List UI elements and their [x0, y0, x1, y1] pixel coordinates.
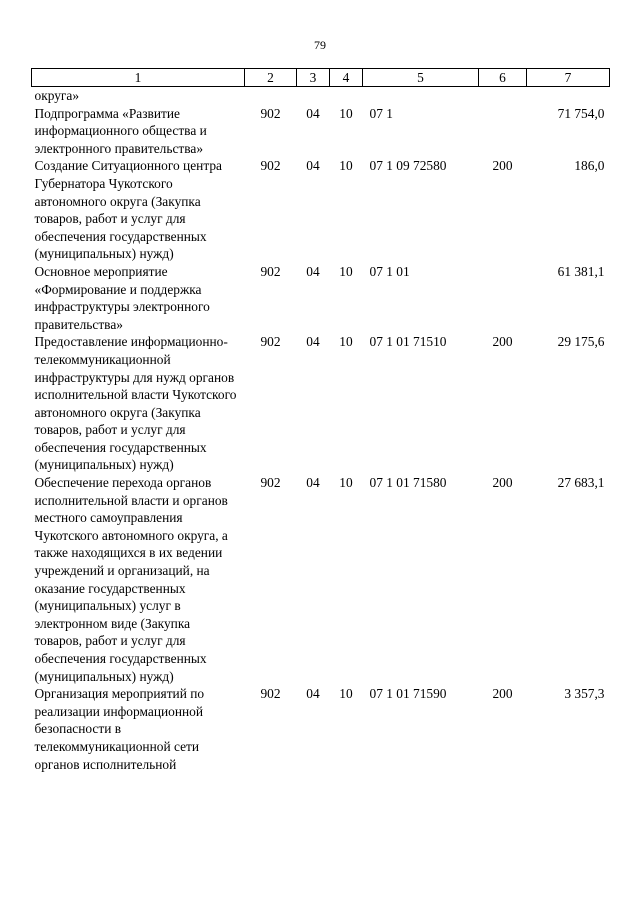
row-rz: 04 [306, 475, 320, 491]
row-grbs: 902 [260, 686, 281, 702]
row-csr [363, 87, 479, 105]
row-csr: 07 1 09 72580 [369, 158, 447, 174]
row-name: Организация мероприятий по реализации информационной безопасности в телекоммуникационной сети органов исполнительной [34, 686, 205, 772]
header-row [32, 69, 610, 87]
row-csr: 07 1 01 71510 [369, 334, 447, 350]
table-row [32, 87, 610, 105]
table-row [32, 333, 610, 474]
row-rz: 04 [306, 334, 320, 350]
row-grbs: 902 [260, 475, 281, 491]
row-pr: 10 [339, 105, 353, 121]
row-grbs: 902 [260, 158, 281, 174]
row-vr: 200 [492, 334, 513, 350]
row-pr: 10 [339, 158, 353, 174]
row-sum: 29 175,6 [557, 334, 605, 350]
row-grbs [245, 87, 297, 105]
header-col-vr: 6 [479, 69, 527, 87]
row-pr: 10 [339, 334, 353, 350]
header-col-grbs: 2 [245, 69, 297, 87]
row-name: Предоставление информационно-телекоммуникационной инфраструктуры для нужд органов исполнительной власти Чукотского автономного округа (Закупка товаров, работ и услуг для обеспечения государственных (муниципальных) нужд) [34, 334, 237, 473]
row-pr: 10 [339, 263, 353, 279]
row-name: Основное мероприятие «Формирование и поддержка инфраструктуры электронного правительства» [34, 263, 210, 332]
header-col-name: 1 [32, 69, 245, 87]
header-col-sum: 7 [527, 69, 610, 87]
row-rz [297, 87, 330, 105]
table-row [32, 685, 610, 773]
row-grbs: 902 [260, 105, 281, 121]
table-row [32, 474, 610, 685]
table-body [32, 87, 610, 774]
row-rz: 04 [306, 105, 320, 121]
row-pr: 10 [339, 686, 353, 702]
page-number: 79 [314, 38, 326, 52]
row-pr [330, 87, 363, 105]
row-vr: 200 [492, 686, 513, 702]
header-col-rz: 3 [297, 69, 330, 87]
row-name: Создание Ситуационного центра Губернатора Чукотского автономного округа (Закупка товаров, работ и услуг для обеспечения государственных (муниципальных) нужд) [34, 158, 222, 262]
row-sum [527, 87, 610, 105]
row-sum: 71 754,0 [557, 105, 605, 121]
row-sum: 27 683,1 [557, 475, 605, 491]
row-rz: 04 [306, 158, 320, 174]
table-row [32, 157, 610, 263]
row-vr [479, 263, 527, 333]
row-name: Обеспечение перехода органов исполнительной власти и органов местного самоуправления Чукотского автономного округа, а также находящихся в их ведении учреждений и организаций, на оказание государственных (муниципальных) услуг в электронном виде (Закупка товаров, работ и услуг для обеспечения государственных (муниципальных) нужд) [34, 475, 228, 684]
row-rz: 04 [306, 686, 320, 702]
row-vr: 200 [492, 158, 513, 174]
row-pr: 10 [339, 475, 353, 491]
row-name: округа» [34, 88, 80, 103]
row-rz: 04 [306, 263, 320, 279]
header-col-pr: 4 [330, 69, 363, 87]
row-grbs: 902 [260, 334, 281, 350]
header-col-csr: 5 [363, 69, 479, 87]
row-csr: 07 1 [369, 105, 393, 121]
table-row [32, 105, 610, 158]
row-csr: 07 1 01 71580 [369, 475, 447, 491]
row-sum: 61 381,1 [557, 263, 605, 279]
row-sum: 3 357,3 [564, 686, 605, 702]
row-vr [479, 87, 527, 105]
row-csr: 07 1 01 71590 [369, 686, 447, 702]
table-header [32, 69, 610, 87]
row-grbs: 902 [260, 263, 281, 279]
row-vr [479, 105, 527, 158]
row-sum: 186,0 [574, 158, 605, 174]
row-name: Подпрограмма «Развитие информационного общества и электронного правительства» [34, 105, 207, 156]
row-csr: 07 1 01 [369, 263, 410, 279]
budget-table [31, 68, 610, 773]
table-row [32, 263, 610, 333]
row-vr: 200 [492, 475, 513, 491]
